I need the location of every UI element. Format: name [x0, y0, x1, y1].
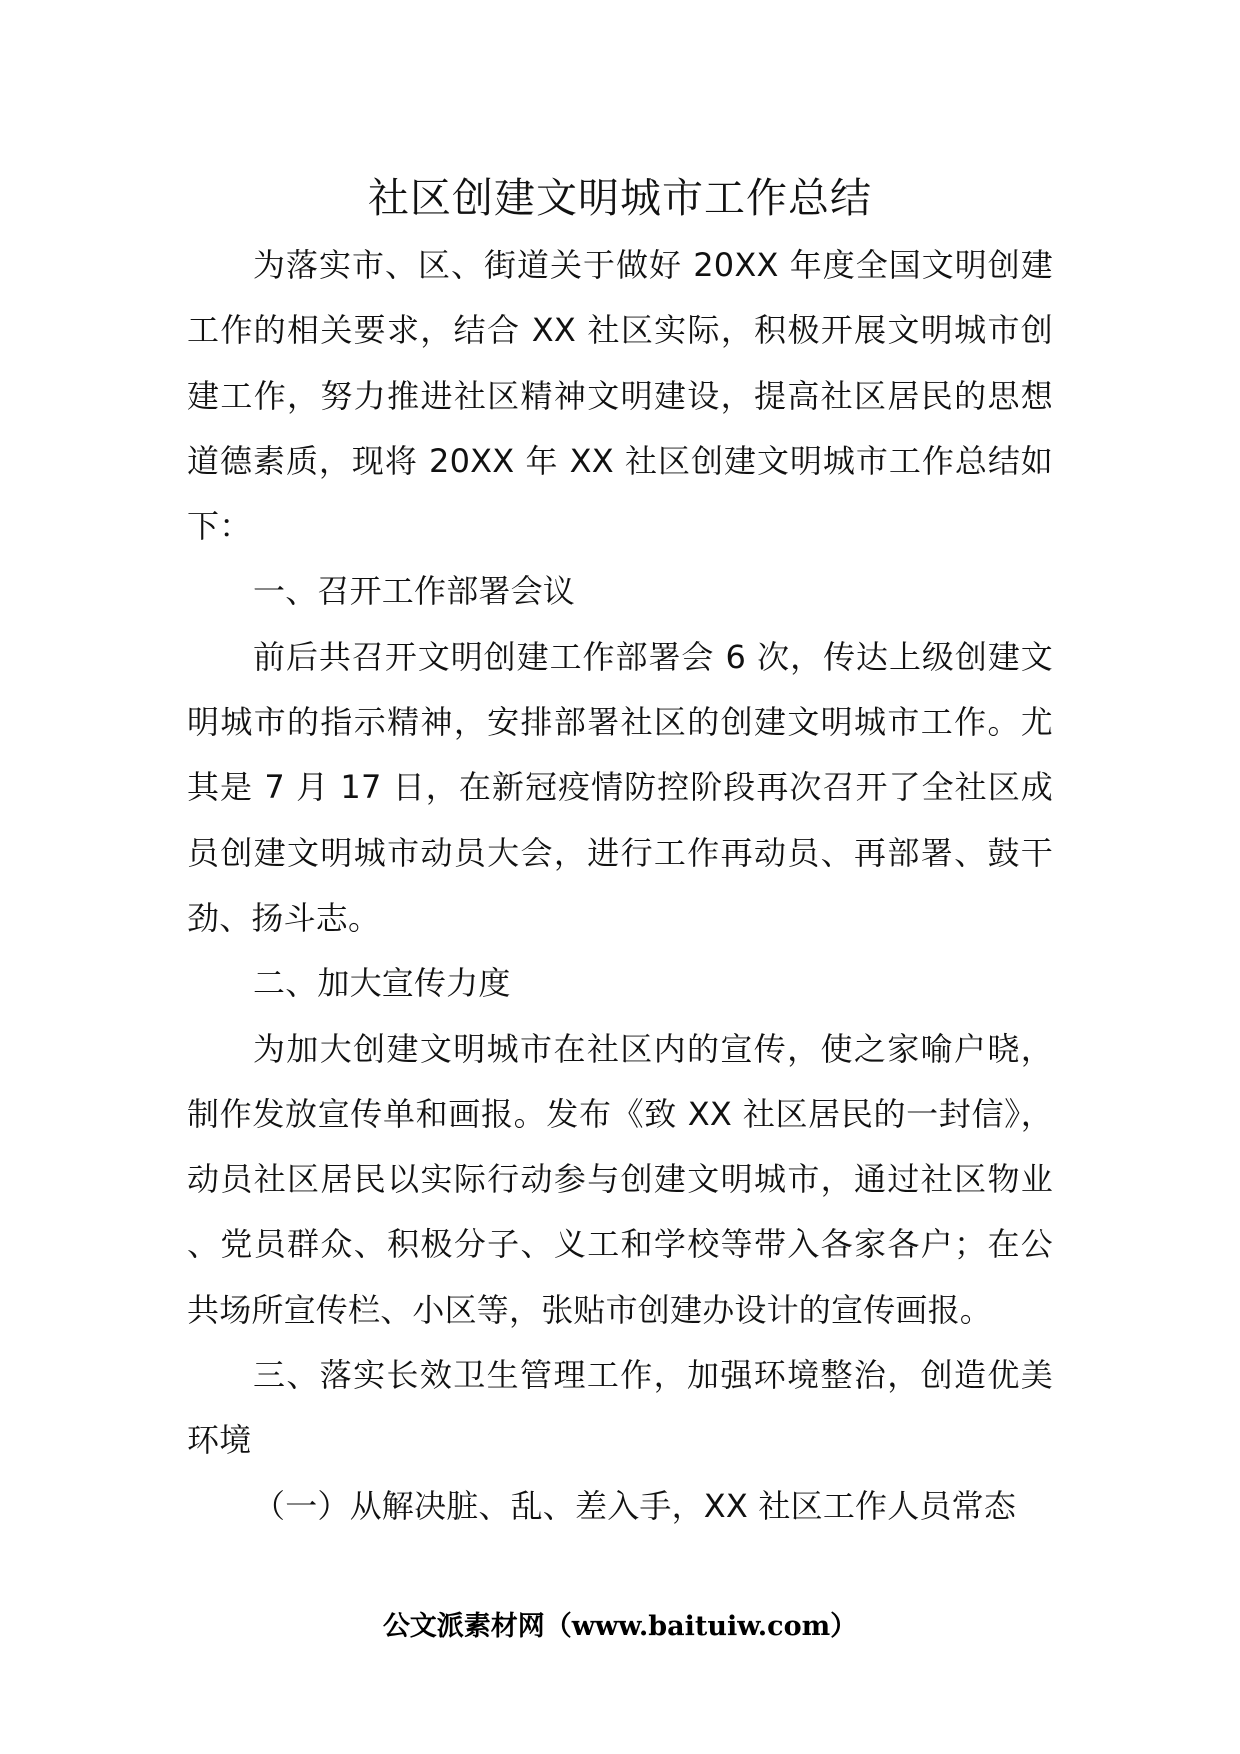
- intro-paragraph: 为落实市、区、街道关于做好 20XX 年度全国文明创建工作的相关要求，结合 XX 社区实际，积极开展文明城市创建工作，努力推进社区精神文明建设，提高社区居民的思想道德素质，现将 20XX 年 XX 社区创建文明城市工作总结如下：: [187, 246, 1053, 546]
- subsection-1-paragraph: （一）从解决脏、乱、差入手，XX 社区工作人员常态: [253, 1486, 1017, 1525]
- section-heading-3: 三、落实长效卫生管理工作，加强环境整治，创造优美环境: [187, 1356, 1053, 1460]
- footer-watermark: 公文派素材网（www.baituiw.com）: [382, 1611, 858, 1642]
- document-title: 社区创建文明城市工作总结: [368, 174, 872, 222]
- section-1-paragraph: 前后共召开文明创建工作部署会 6 次，传达上级创建文明城市的指示精神，安排部署社区的创建文明城市工作。尤其是 7 月 17 日，在新冠疫情防控阶段再次召开了全社区成员创建文明城市动员大会，进行工作再动员、再部署、鼓干劲、扬斗志。: [187, 637, 1053, 937]
- section-heading-1: 一、召开工作部署会议: [253, 572, 576, 611]
- document-body: [187, 233, 1053, 1539]
- section-2-paragraph: 为加大创建文明城市在社区内的宣传，使之家喻户晓，制作发放宣传单和画报。发布《致 XX 社区居民的一封信》，动员社区居民以实际行动参与创建文明城市，通过社区物业、党员群众、积极分子、义工和学校等带入各家各户；在公共场所宣传栏、小区等，张贴市创建办设计的宣传画报。: [187, 1029, 1053, 1329]
- section-heading-2: 二、加大宣传力度: [253, 964, 511, 1003]
